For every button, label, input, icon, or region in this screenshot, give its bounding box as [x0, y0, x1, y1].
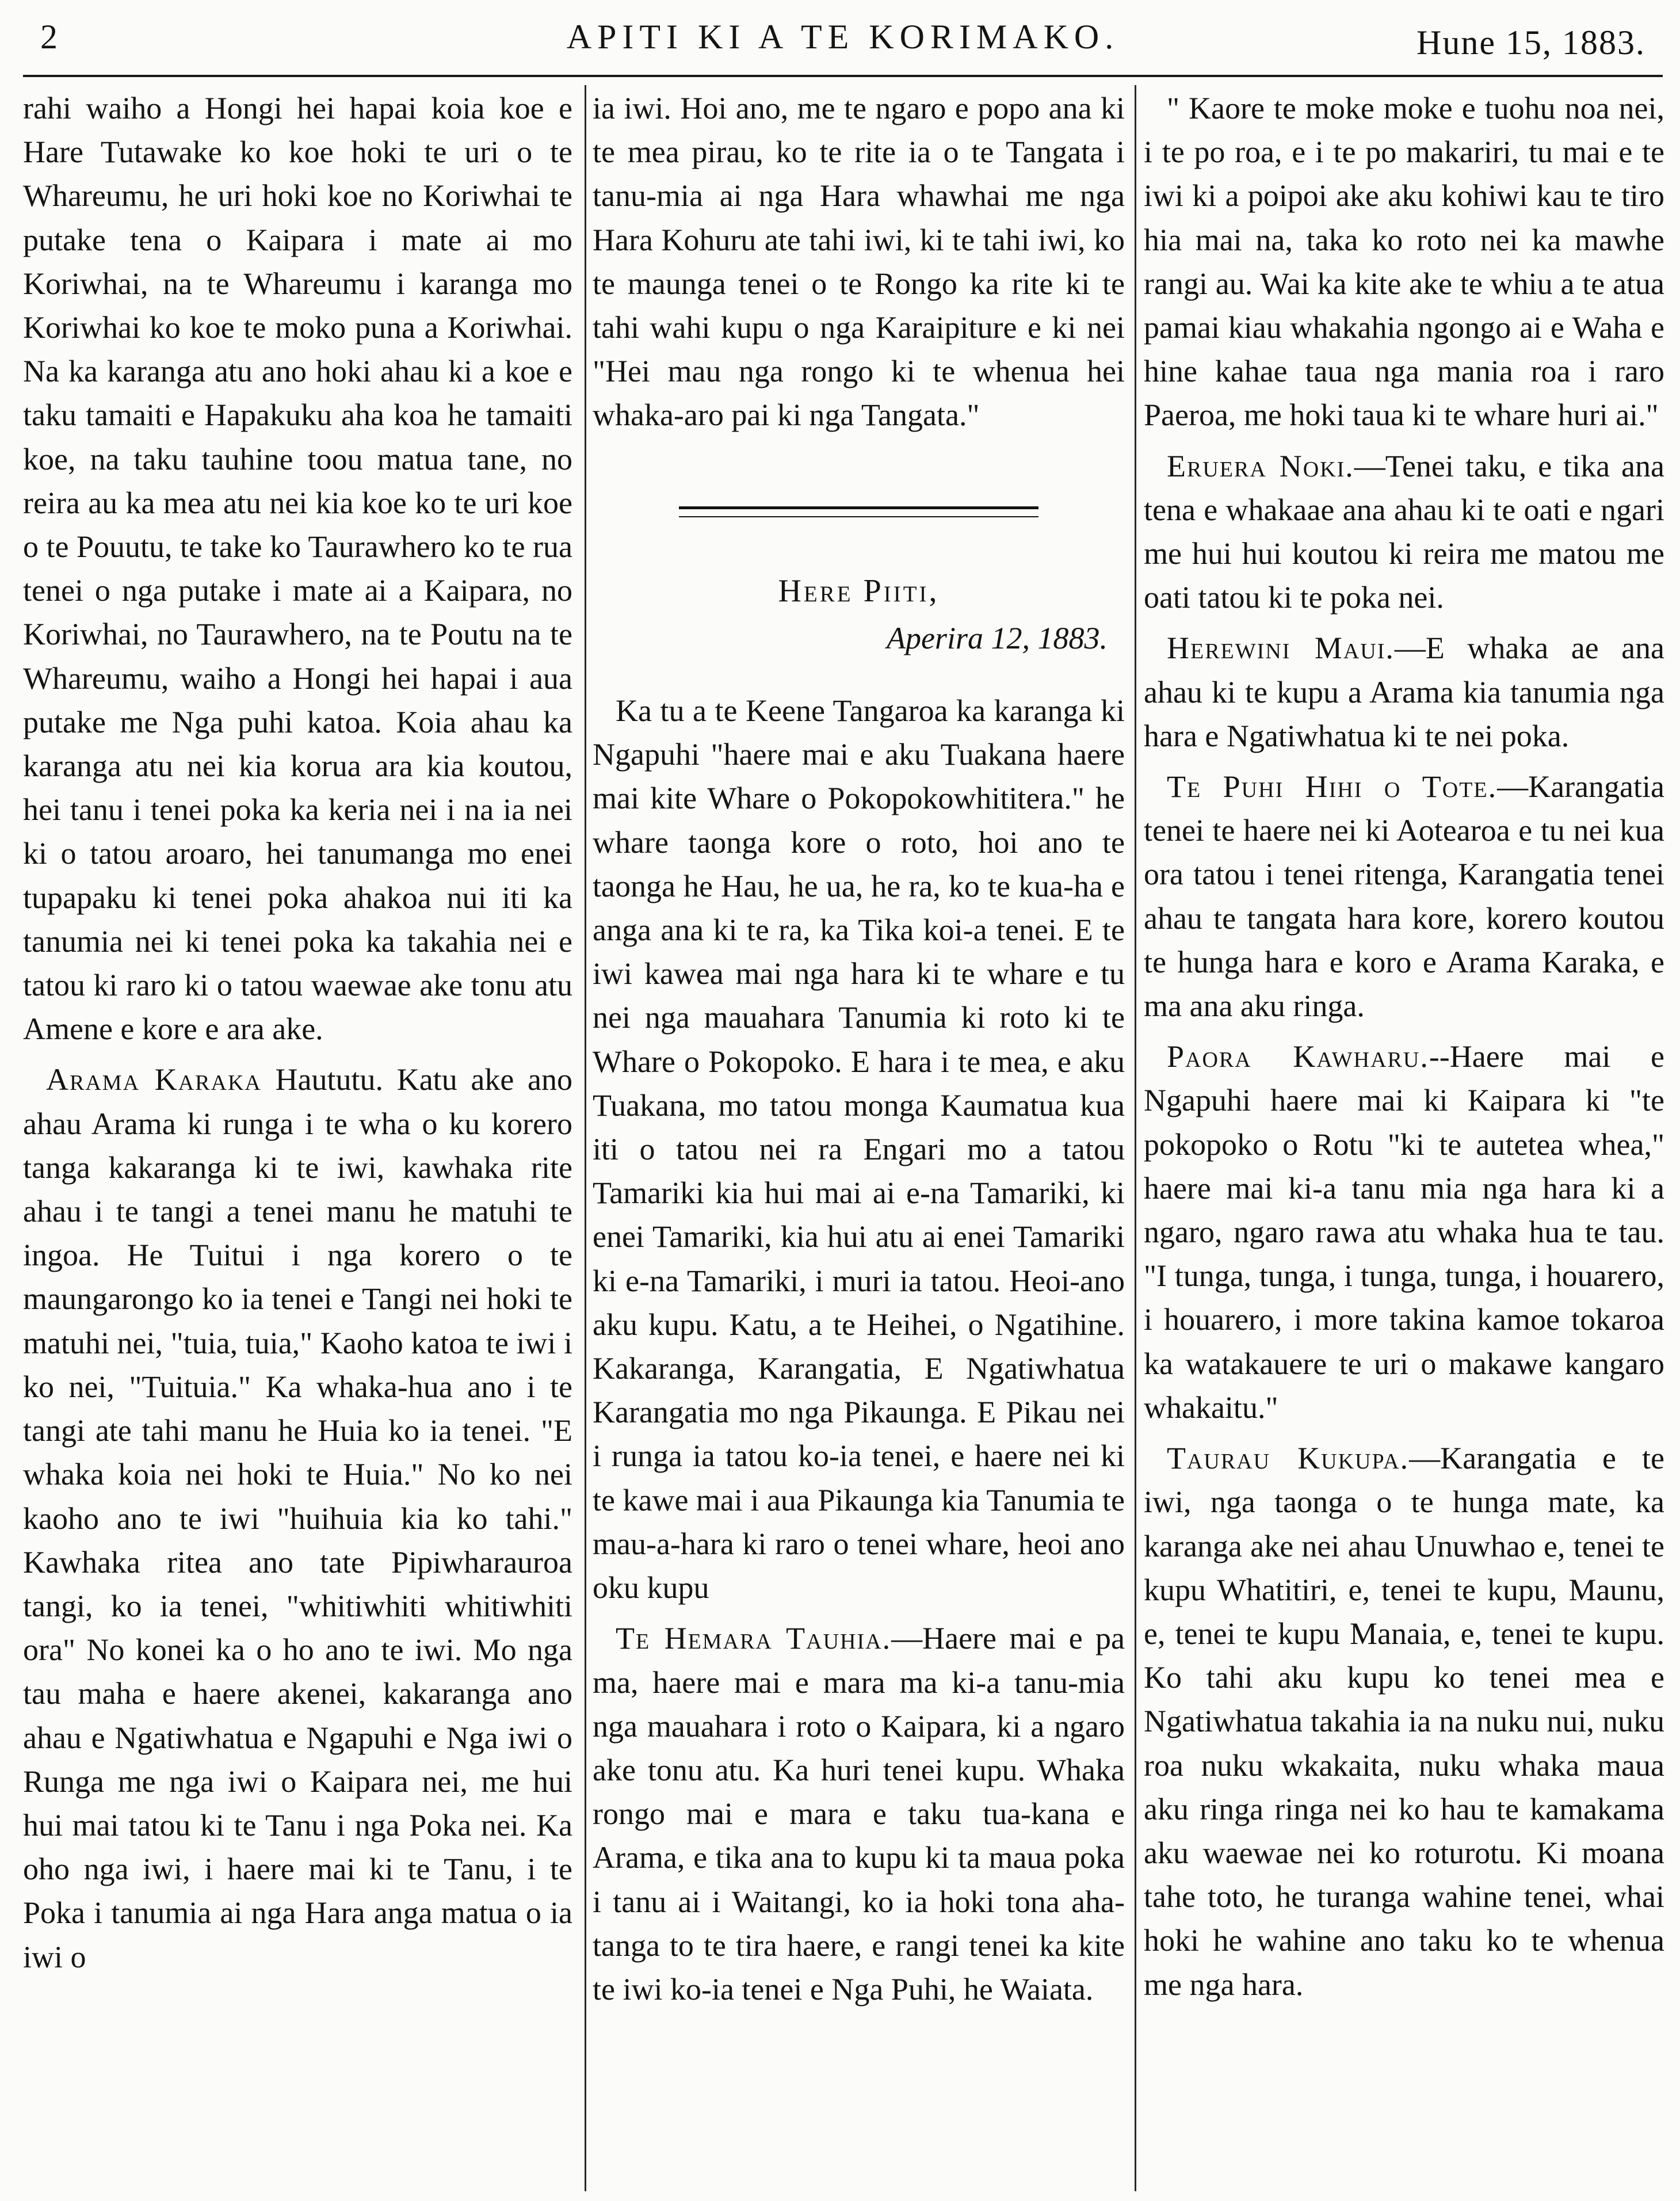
newspaper-title: APITI KI A TE KORIMAKO.	[566, 18, 1120, 56]
speaker-name: Te Hemara Tauhia.	[616, 1621, 892, 1656]
column-2	[593, 86, 1125, 2192]
section-dateline: Aperira 12, 1883.	[887, 620, 1108, 655]
column-3	[1144, 86, 1664, 2192]
speaker-name: Arama Karaka	[46, 1062, 262, 1097]
speech-text: —Tenei taku, e tika ana tena e whakaae ana ahau ki te oati e ngari me hui hui koutou ki reira me matou me oati tatou ki te poka nei.	[1144, 448, 1664, 615]
speech-text: —E whaka ae ana ahau ki te kupu a Arama kia tanumia nga hara e Ngatiwhatua ki te nei poka.	[1144, 631, 1664, 753]
speech-text: Haututu. Katu ake ano ahau Arama ki runga i te wha o ku korero tanga kakaranga ki te iwi, kawhaka rite ahau i te tangi a tenei manu he matuhi te ingoa. He Tuitui i nga korero o te maungarongo ko ia tenei e Tangi nei hoki te matuhi nei, "tuia, tuia," Kaoho katoa te iwi i ko nei, "Tuituia." Ka whaka-hua ano i te tangi ate tahi manu he Huia ko ia tenei. "E whaka koia nei hoki te Huia." No ko nei kaoho ano te iwi "huihuia kia ko tahi." Kawhaka ritea ano tate Pipiwharauroa tangi, ko ia tenei, "whitiwhiti whitiwhiti ora" No konei ka o ho ano te iwi. Mo nga tau maha e haere akenei, kakaranga ano ahau e Ngatiwhatua e Ngapuhi e Nga iwi o Runga me nga iwi o Kaipara nei, me hui hui mai tatou ki te Tanu i nga Poka nei. Ka oho nga iwi, i haere mai ki te Tanu, i te Poka i tanumia ai nga Hara anga matua o ia iwi o	[23, 1062, 572, 1974]
speaker-name: Taurau Kukupa.	[1167, 1441, 1410, 1476]
speaker-name: Te Puhi Hihi o Tote.	[1167, 769, 1498, 804]
section-heading: Here Piiti,	[778, 573, 940, 609]
col3-paragraph-2	[1144, 444, 1664, 620]
speech-text: —Haere mai e pa ma, haere mai e mara ma ki-a tanu-mia nga mauahara i roto o Kaipara, ki a ngaro ake tonu atu. Ka huri tenei kupu. Whaka rongo mai e mara e taku tua-kana e Arama, e tika ana to kupu ki ta maua poka i tanu ai i Waitangi, ko ia hoki tona aha-tanga to te tira haere, e rangi tenei ka kite te iwi ko-ia tenei e Nga Puhi, he Waiata.	[593, 1621, 1125, 2007]
col3-paragraph-5	[1144, 1035, 1664, 1429]
speaker-name: Paora Kawharu.	[1167, 1039, 1429, 1074]
speech-text: --Haere mai e Ngapuhi haere mai ki Kaipara ki "te pokopoko o Rotu "ki te autetea whea," haere mai ki-a tanu mia nga hara ki a ngaro, ngaro rawa atu whaka hua te tau. "I tunga, tunga, i tunga, tunga, i houarero, i houarero, i more takina kamoe tokaroa ka watakauere te uri o makawe kangaro whakaitu."	[1144, 1039, 1664, 1425]
col3-waiata: " Kaore te moke moke e tuohu noa nei, i te po roa, e i te po makariri, tu mai e te iwi ki a poipoi ake aku kohiwi kau te tiro hia mai na, taka ko roto nei ka mawhe rangi au. Wai ka kite ake te whiu a te atua pamai kiau whakahia ngongo ai e Waha e hine kahae taua nga mania roa i raro Paeroa, me hoki taua ki te whare huri ai."	[1144, 91, 1664, 433]
col3-paragraph-4	[1144, 765, 1664, 1028]
column-divider-2	[1135, 85, 1136, 2191]
issue-date: Hune 15, 1883.	[1416, 24, 1645, 62]
speech-text: —Karangatia e te iwi, nga taonga o te hunga mate, ka karanga ake nei ahau Unuwhao e, tenei te kupu Whatitiri, e, tenei te kupu, Maunu, e, tenei te kupu Manaia, e, tenei te kupu. Ko tahi aku kupu ko tenei mea e Ngatiwhatua takahia ia na nuku nui, nuku roa nuku wkakaita, nuku whaka maua aku ringa ringa nei ko hau te kamakama aku waewae nei ko roturotu. Ki moana tahe toto, he turanga wahine tenei, whai hoki he wahine ano taku ko te whenua me nga hara.	[1144, 1441, 1664, 2002]
header-rule	[23, 75, 1663, 77]
col1-paragraph-2	[23, 1058, 572, 1978]
col2-paragraph-2: Ka tu a te Keene Tangaroa ka karanga ki Ngapuhi "haere mai e aku Tuakana haere mai kite Whare o Pokopokowhititera." he whare taonga kore o roto, hoi ano te taonga he Hau, he ua, he ra, ko te kua-ha e anga ana ki te ra, ka Tika koi-a tenei. E te iwi kawea mai nga hara ki te whare e tu nei nga mauahara Tanumia ki roto ki te Whare o Pokopoko. E hara i te mea, e aku Tuakana, mo tatou monga Kaumatua kua iti o tatou nei ra Engari mo a tatou Tamariki kia hui mai ai e-na Tamariki, ki enei Tamariki, kia hui atu ai enei Tamariki ki e-na Tamariki, i muri ia tatou. Heoi-ano aku kupu. Katu, a te Heihei, o Ngatihine. Kakaranga, Karangatia, E Ngatiwhatua Karangatia mo nga Pikaunga. E Pikau nei i runga ia tatou ko-ia tenei, e haere nei ki te kawe mai i aua Pikaunga kia Tanumia te mau-a-hara ki raro o tenei whare, heoi ano oku kupu	[593, 693, 1125, 1605]
col2-paragraph-3	[593, 1616, 1125, 2011]
masthead	[40, 10, 1645, 77]
speaker-name: Eruera Noki.	[1167, 448, 1354, 483]
speech-text: —Karangatia tenei te haere nei ki Aotearoa e tu nei kua ora tatou i tenei ritenga, Karangatia tenei ahau te tangata hara kore, korero koutou te hunga hara e koro e Arama Karaka, e ma ana aku ringa.	[1144, 769, 1664, 1024]
speaker-name: Herewini Maui.	[1167, 631, 1395, 666]
section-divider	[679, 506, 1038, 517]
col3-paragraph-3	[1144, 626, 1664, 758]
col3-paragraph-6	[1144, 1436, 1664, 2007]
page-number: 2	[40, 18, 61, 56]
col2-paragraph-1: ia iwi. Hoi ano, me te ngaro e popo ana ki te mea pirau, ko te rite ia o te Tangata i tanu-mia ai nga Hara whawhai me nga Hara Kohuru ate tahi iwi, ki te tahi iwi, ko te maunga tenei o te Rongo ka rite ki te tahi wahi kupu o nga Karaipiture e ki nei "Hei mau nga rongo ki te whenua hei whaka-aro pai ki nga Tangata."	[593, 91, 1125, 433]
column-divider-1	[585, 85, 586, 2191]
col1-paragraph-1: rahi waiho a Hongi hei hapai koia koe e Hare Tutawake ko koe hoki te uri o te Whareumu, he uri hoki koe no Koriwhai te putake tena o Kaipara i mate ai mo Koriwhai, na te Whareumu i karanga mo Koriwhai ko koe te moko puna a Koriwhai. Na ka karanga atu ano hoki ahau ki a koe e taku tamaiti e Hapakuku aha koa he tamaiti koe, na taku tauhine toou matua tane, no reira au ka mea atu nei kia koe ko te uri koe o te Pouutu, te take ko Taurawhero ko te rua tenei o nga putake i mate ai a Kaipara, no Koriwhai, no Taurawhero, na te Poutu na te Whareumu, waiho a Hongi hei hapai i aua putake me Nga puhi katoa. Koia ahau ka karanga atu nei kia korua ara kia koutou, hei tanu i tenei poka ka keria nei i na ia nei ki o tatou aroaro, hei tanumanga mo enei tupapaku ki tenei poka ahakoa nui iti ka tanumia nei ki tenei poka ka takahia nei e tatou ki raro ki o tatou waewae ake tonu atu Amene e kore e ara ake.	[23, 91, 572, 1047]
column-1	[23, 86, 572, 2192]
